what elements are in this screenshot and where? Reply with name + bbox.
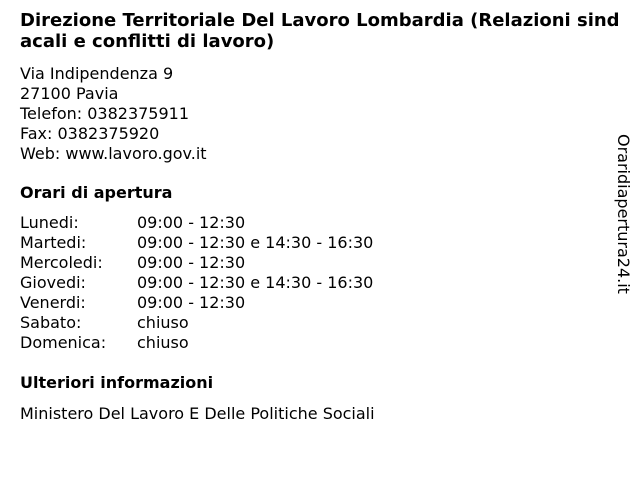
address-city: 27100 Pavia <box>20 84 119 103</box>
hours-row <box>20 233 373 253</box>
hours-time: 09:00 - 12:30 <box>137 293 246 312</box>
hours-day: Martedi: <box>20 233 87 252</box>
additional-info-heading: Ulteriori informazioni <box>20 373 214 392</box>
hours-row <box>20 253 373 273</box>
address-block <box>20 64 207 164</box>
hours-time: chiuso <box>137 333 189 352</box>
hours-day: Sabato: <box>20 313 82 332</box>
hours-time: 09:00 - 12:30 e 14:30 - 16:30 <box>137 273 374 292</box>
hours-time: 09:00 - 12:30 <box>137 253 246 272</box>
hours-row <box>20 213 373 233</box>
hours-day: Venerdi: <box>20 293 86 312</box>
watermark-text: Oraridiapertura24.it <box>614 134 633 294</box>
hours-day: Mercoledi: <box>20 253 103 272</box>
hours-day: Domenica: <box>20 333 107 352</box>
hours-row <box>20 293 373 313</box>
website: Web: www.lavoro.gov.it <box>20 144 207 163</box>
fax-number: Fax: 0382375920 <box>20 124 160 143</box>
hours-time: 09:00 - 12:30 <box>137 213 246 232</box>
hours-day: Lunedi: <box>20 213 79 232</box>
additional-info-text: Ministero Del Lavoro E Delle Politiche Sociali <box>20 404 375 423</box>
watermark <box>612 134 634 314</box>
opening-hours-heading: Orari di apertura <box>20 183 173 202</box>
hours-time: 09:00 - 12:30 e 14:30 - 16:30 <box>137 233 374 252</box>
page-title: Direzione Territoriale Del Lavoro Lombardia (Relazioni sindacali e conflitti di lavoro) <box>20 10 620 52</box>
hours-row <box>20 313 373 333</box>
hours-row <box>20 333 373 353</box>
hours-day: Giovedi: <box>20 273 86 292</box>
opening-hours-table <box>20 213 373 353</box>
phone-number: Telefon: 0382375911 <box>20 104 190 123</box>
address-street: Via Indipendenza 9 <box>20 64 174 83</box>
hours-row <box>20 273 373 293</box>
hours-time: chiuso <box>137 313 189 332</box>
